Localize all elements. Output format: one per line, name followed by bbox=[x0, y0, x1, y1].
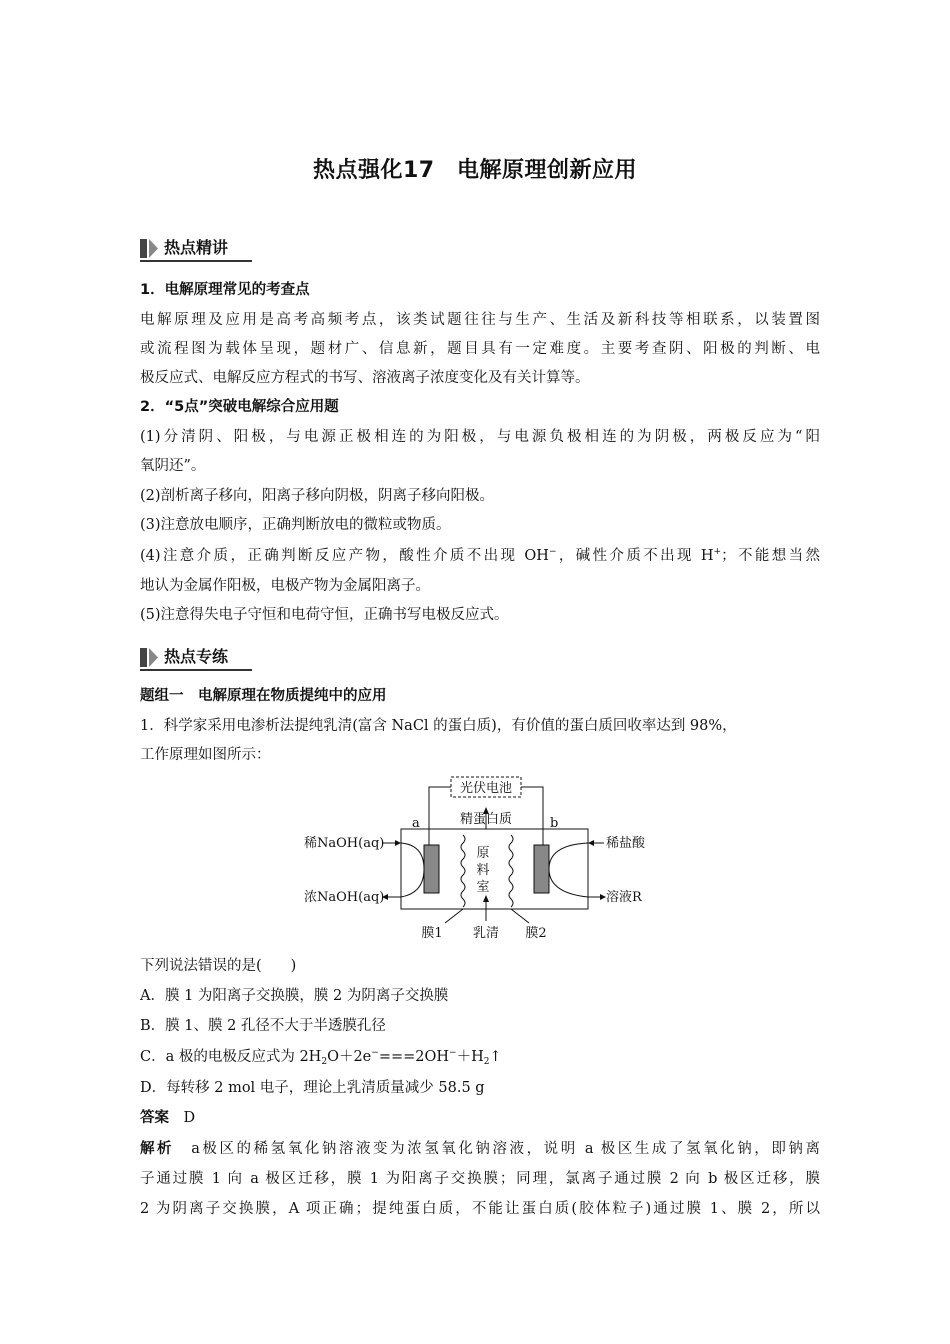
electrodialysis-diagram bbox=[300, 773, 660, 945]
point2-heading: 2．“5点”突破电解综合应用题 bbox=[140, 399, 339, 415]
section-marker-icon bbox=[140, 648, 147, 667]
left-in-label: 稀NaOH(aq) bbox=[304, 836, 385, 851]
chamber-label: 原 bbox=[476, 846, 490, 861]
electrode-a bbox=[424, 845, 439, 893]
option-d: D．每转移 2 mol 电子，理论上乳清质量减少 58.5 g bbox=[140, 1080, 485, 1096]
point1-line: 或流程图为载体呈现，题材广、信息新，题目具有一定难度。主要考查阴、阳极的判断、电 bbox=[140, 341, 820, 357]
right-out-label: 溶液R bbox=[606, 890, 642, 905]
option-a: A．膜 1 为阳离子交换膜，膜 2 为阴离子交换膜 bbox=[140, 988, 449, 1004]
right-in-arrow-head bbox=[588, 840, 594, 846]
electrode-b bbox=[534, 845, 549, 893]
section-arrow-icon bbox=[149, 239, 158, 258]
option-b: B．膜 1、膜 2 孔径不大于半透膜孔径 bbox=[140, 1018, 386, 1034]
question1-stem-cont: 工作原理如图所示： bbox=[140, 747, 271, 763]
section-arrow-icon bbox=[149, 648, 158, 667]
chamber-label: 室 bbox=[476, 880, 490, 895]
point1-line: 电解原理及应用是高考高频考点，该类试题往往与生产、生活及新科技等相联系，以装置图 bbox=[140, 312, 820, 328]
wire-b bbox=[521, 787, 543, 845]
membrane2-label: 膜2 bbox=[525, 926, 547, 941]
left-flow-curve bbox=[401, 843, 424, 897]
feed-arrow-head bbox=[483, 895, 489, 902]
analysis-line: 解析 a极区的稀氢氧化钠溶液变为浓氢氧化钠溶液，说明 a 极区生成了氢氧化钠，即钠离 bbox=[140, 1141, 820, 1157]
membrane1-leader bbox=[445, 909, 463, 923]
answer: 答案 D bbox=[140, 1110, 196, 1126]
point2-item2: (2)剖析离子移向，阳离子移向阴极，阴离子移向阳极。 bbox=[140, 488, 495, 504]
feed-label: 乳清 bbox=[472, 926, 500, 941]
left-in-arrow-head bbox=[395, 840, 401, 846]
question1-prompt: 下列说法错误的是( ) bbox=[140, 958, 297, 974]
membrane2-leader bbox=[511, 909, 529, 923]
group1-heading: 题组一 电解原理在物质提纯中的应用 bbox=[140, 688, 387, 704]
electrode-b-label: b bbox=[550, 816, 559, 831]
point2-item1-cont: 氧阴还”。 bbox=[140, 458, 206, 474]
point2-item1: (1)分清阴、阳极，与电源正极相连的为阳极，与电源负极相连的为阴极，两极反应为“阳 bbox=[140, 429, 820, 445]
analysis-line: 子通过膜 1 向 a 极区迁移，膜 1 为阳离子交换膜；同理，氯离子通过膜 2 向 b 极区迁移，膜 bbox=[140, 1171, 820, 1187]
right-in-label: 稀盐酸 bbox=[606, 836, 646, 851]
point2-item4: (4)注意介质，正确判断反应产物，酸性介质不出现 OH−，碱性介质不出现 H+；不能想当然 bbox=[140, 547, 820, 564]
point2-item3: (3)注意放电顺序，正确判断放电的微粒或物质。 bbox=[140, 517, 451, 533]
membrane-1 bbox=[461, 835, 465, 907]
question1-stem: 1．科学家采用电渗析法提纯乳清(富含 NaCl 的蛋白质)，有价值的蛋白质回收率达到 98%， bbox=[140, 718, 737, 734]
point1-line: 极反应式、电解反应方程式的书写、溶液离子浓度变化及有关计算等。 bbox=[140, 370, 590, 386]
power-label: 光伏电池 bbox=[459, 781, 513, 796]
chamber-label: 料 bbox=[476, 863, 490, 878]
electrode-a-label: a bbox=[412, 816, 420, 831]
membrane-2 bbox=[509, 835, 513, 907]
left-out-label: 浓NaOH(aq) bbox=[304, 890, 385, 905]
section-header-lecture bbox=[140, 236, 252, 262]
page-title: 热点强化17 电解原理创新应用 bbox=[312, 158, 638, 183]
point2-item5: (5)注意得失电子守恒和电荷守恒，正确书写电极反应式。 bbox=[140, 607, 509, 623]
section-label: 热点专练 bbox=[164, 647, 229, 666]
section-header-practice bbox=[140, 645, 252, 671]
analysis-line: 2 为阴离子交换膜，A 项正确；提纯蛋白质，不能让蛋白质(胶体粒子)通过膜 1、膜 2，所以 bbox=[140, 1201, 820, 1217]
option-c: C．a 极的电极反应式为 $2H_2O+2e^-===2OH^-+H_2↑$ bbox=[140, 1048, 502, 1067]
membrane1-label: 膜1 bbox=[421, 926, 443, 941]
point1-heading: 1．电解原理常见的考查点 bbox=[140, 282, 310, 298]
point2-item4-cont: 地认为金属作阳极，电极产物为金属阳离子。 bbox=[140, 578, 430, 594]
section-label: 热点精讲 bbox=[164, 238, 229, 257]
section-marker-icon bbox=[140, 239, 147, 258]
right-flow-curve bbox=[549, 843, 588, 897]
product-label: 精蛋白质 bbox=[459, 812, 513, 827]
wire-a bbox=[429, 787, 451, 845]
